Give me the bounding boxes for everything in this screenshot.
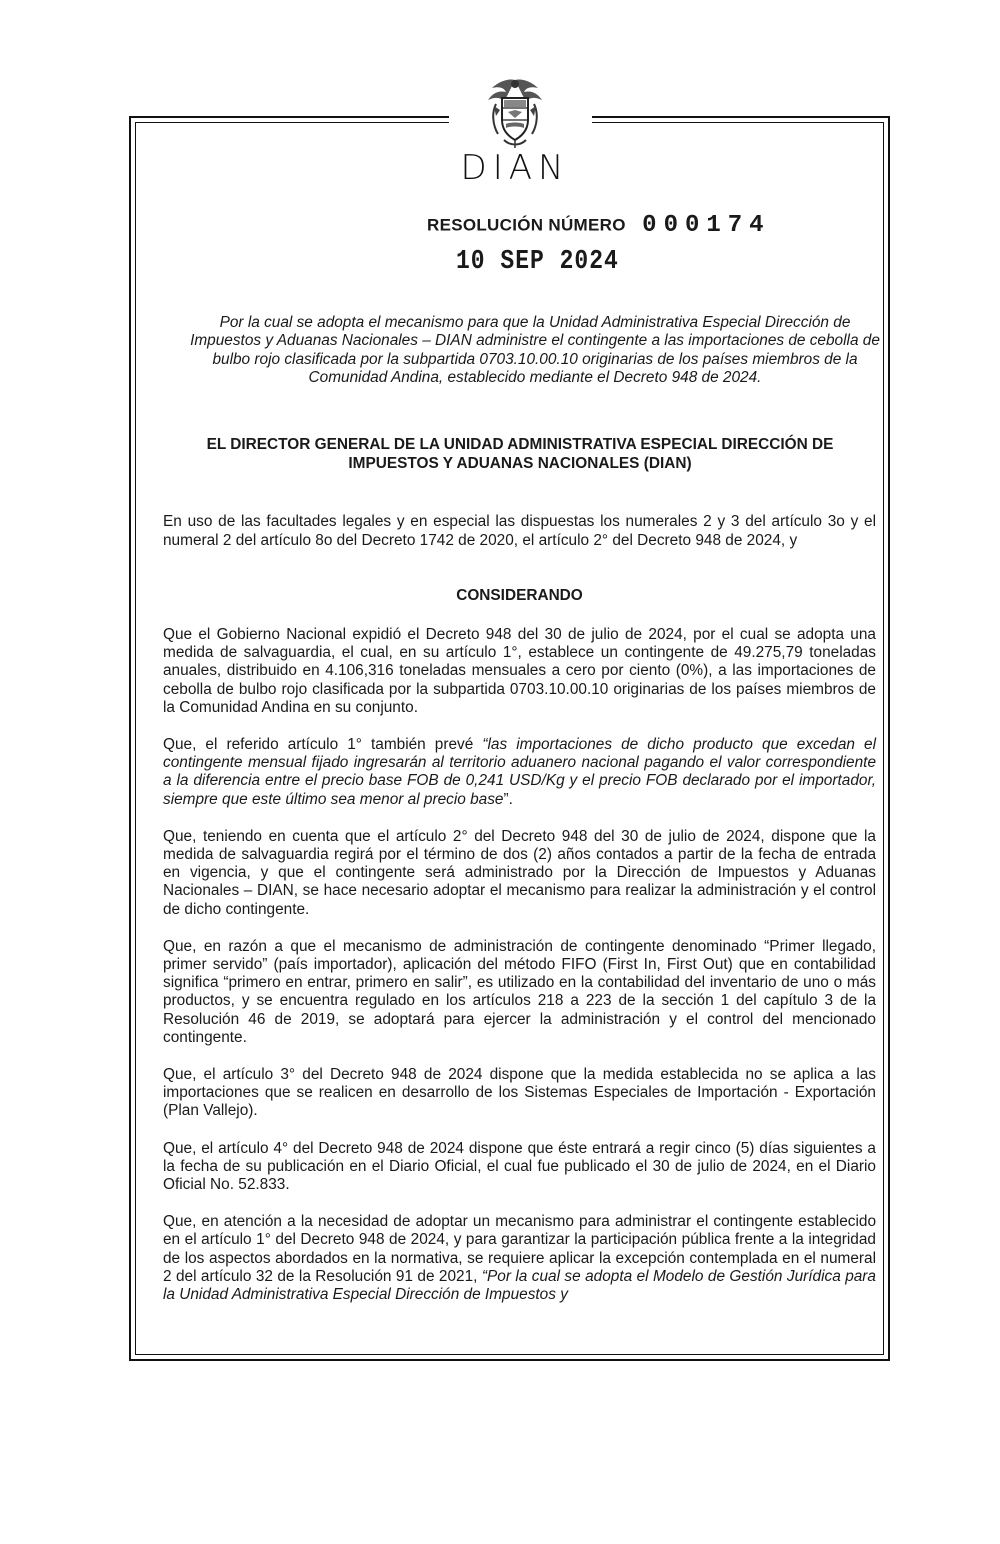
considerando-paragraph-4: Que, en razón a que el mecanismo de administración de contingente denominado “Primer llegado, primer servido” (país importador), aplicación del método FIFO (First In, First Out) que en contabilidad significa “primero en entrar, primero en salir”, es utilizado en la contabilidad del inventario de uno o más productos, y se encuentra regulado en los artículos 218 a 223 de la sección 1 del capítulo 3 de la Resolución 46 de 2019, se adoptará para ejercer la administración y el control del mencionado contingente.	[163, 937, 876, 1046]
considerando-heading: CONSIDERANDO	[456, 587, 583, 604]
paragraph-2-closing: ”.	[503, 790, 513, 808]
considerando-paragraph-2	[163, 736, 876, 809]
considerando-body	[163, 626, 876, 1323]
resolution-heading	[427, 212, 867, 239]
paragraph-7-quote: “Por la cual se adopta el Modelo de Gestión Jurídica para la Unidad Administrativa Especial Dirección de Impuestos y	[163, 1267, 876, 1304]
legal-basis-paragraph: En uso de las facultades legales y en especial las dispuestas los numerales 2 y 3 del artículo 3o y el numeral 2 del artículo 8o del Decreto 1742 de 2020, el artículo 2° del Decreto 948 de 2024, y	[163, 513, 876, 549]
considerando-paragraph-6: Que, el artículo 4° del Decreto 948 de 2024 dispone que éste entrará a regir cinco (5) días siguientes a la fecha de su publicación en el Diario Oficial, el cual fue publicado el 30 de julio de 2024, en el Diario Oficial No. 52.833.	[163, 1139, 876, 1194]
dian-logo-text: DIAN	[460, 148, 570, 188]
paragraph-2-quote: “las importaciones de dicho producto que excedan el contingente mensual fijado ingresarán al territorio aduanero nacional pagando el valor correspondiente a la diferencia entre el precio base FOB de 0,241 USD/Kg y el precio FOB declarado por el importador, siempre que este último sea menor al precio base	[163, 736, 876, 808]
frame-top-right-inner-line	[592, 122, 884, 123]
paragraph-7-text: Que, en atención a la necesidad de adoptar un mecanismo para administrar el contingente establecido en el artículo 1° del Decreto 948 de 2024, y para garantizar la participación pública frente a la integridad de los aspectos abordados en la normativa, se requiere aplicar la excepción contemplada en el numeral 2 del artículo 32 de la Resolución 91 de 2021,	[163, 1213, 876, 1285]
resolution-label: RESOLUCIÓN NÚMERO	[427, 215, 626, 235]
dian-logo	[450, 76, 580, 188]
coat-of-arms-icon	[480, 76, 550, 150]
resolution-date: 10 SEP 2024	[456, 246, 619, 276]
considerando-paragraph-7	[163, 1213, 876, 1304]
considerando-paragraph-3: Que, teniendo en cuenta que el artículo 2° del Decreto 948 del 30 de julio de 2024, dispone que la medida de salvaguardia regirá por el término de dos (2) años contados a partir de la fecha de entrada en vigencia, y que el contingente será administrado por la Dirección de Impuestos y Aduanas Nacionales – DIAN, se hace necesario adoptar el mecanismo para realizar la administración y el control de dicho contingente.	[163, 827, 876, 918]
frame-top-right-line	[592, 116, 890, 118]
paragraph-2-text: Que, el referido artículo 1° también prevé	[163, 736, 483, 754]
resolution-number: 000174	[642, 212, 771, 239]
frame-top-left-line	[129, 116, 449, 118]
considerando-paragraph-5: Que, el artículo 3° del Decreto 948 de 2024 dispone que la medida establecida no se aplica a las importaciones que se realicen en desarrollo de los Sistemas Especiales de Importación - Exportación (Plan Vallejo).	[163, 1066, 876, 1120]
frame-top-left-inner-line	[135, 122, 449, 123]
considerando-paragraph-1: Que el Gobierno Nacional expidió el Decreto 948 del 30 de julio de 2024, por el cual se adopta una medida de salvaguardia, el cual, en su artículo 1°, establece un contingente de 49.275,79 toneladas anuales, distribuido en 4.106,316 toneladas mensuales a cero por ciento (0%), a las importaciones de cebolla de bulbo rojo clasificada por la subpartida 0703.10.00.10 originarias de los países miembros de la Comunidad Andina en su conjunto.	[163, 626, 876, 716]
issuing-authority: EL DIRECTOR GENERAL DE LA UNIDAD ADMINISTRATIVA ESPECIAL DIRECCIÓN DE IMPUESTOS Y ADUANAS NACIONALES (DIAN)	[206, 436, 834, 472]
resolution-subject: Por la cual se adopta el mecanismo para que la Unidad Administrativa Especial Dirección de Impuestos y Aduanas Nacionales – DIAN administre el contingente a las importaciones de cebolla de bulbo rojo clasificada por la subpartida 0703.10.00.10 originarias de los países miembros de la Comunidad Andina, establecido mediante el Decreto 948 de 2024.	[190, 314, 880, 386]
